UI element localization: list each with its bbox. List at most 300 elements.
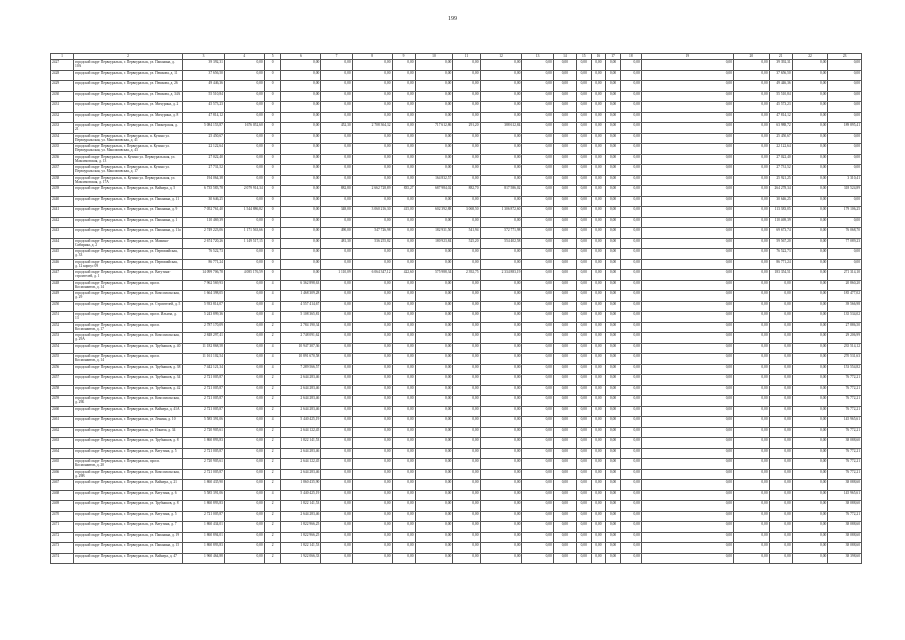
value-cell: 0,00 [281, 112, 321, 123]
value-cell: 4 [264, 417, 281, 428]
value-cell: 0,00 [734, 123, 770, 134]
value-cell: 0,00 [828, 165, 862, 176]
address-cell: городской округ Первоуральск, г. Первоуральск, ул. Вайнера, д. 21 [74, 480, 183, 491]
value-cell: 10 947 307,36 [281, 343, 321, 354]
value-cell: 0,00 [591, 490, 606, 501]
address-cell: городской округ Первоуральск, г. Первоуральск, ул. Комсомольская, д. 29Б [74, 396, 183, 407]
value-cell: 0,00 [321, 480, 352, 491]
value-cell: 0,00 [415, 112, 453, 123]
value-cell: 0,00 [620, 312, 641, 323]
value-cell: 0,00 [576, 291, 591, 302]
value-cell: 0,00 [734, 553, 770, 564]
value-cell: 0,00 [553, 91, 576, 102]
value-cell: 0,00 [734, 112, 770, 123]
value-cell: 0,00 [392, 469, 415, 480]
value-cell: 0,00 [392, 280, 415, 291]
value-cell: 0,00 [553, 154, 576, 165]
value-cell: 0,00 [553, 553, 576, 564]
value-cell: 0,00 [522, 459, 553, 470]
value-cell: 0,00 [453, 375, 480, 386]
table-row [51, 469, 862, 480]
value-cell: 0,00 [620, 238, 641, 249]
column-number: 23 [828, 54, 862, 60]
row-number: 2435 [51, 144, 74, 155]
value-cell: 0,00 [480, 459, 522, 470]
value-cell: 0,00 [734, 196, 770, 207]
value-cell: 0,00 [591, 207, 606, 218]
value-cell: 1 822 966,25 [281, 532, 321, 543]
value-cell: 2 [264, 522, 281, 533]
value-cell: 0,00 [576, 228, 591, 239]
value-cell: 3 060 216,30 [352, 207, 392, 218]
address-cell: городской округ Первоуральск, г. Первоуральск, ул. Папанина, д. 1 [74, 217, 183, 228]
row-number: 2428 [51, 70, 74, 81]
value-cell: 0,00 [224, 480, 264, 491]
value-cell: 0,00 [224, 343, 264, 354]
value-cell: 0,00 [352, 396, 392, 407]
value-cell: 0,00 [480, 133, 522, 144]
value-cell: 0,00 [224, 438, 264, 449]
value-cell: 0,00 [792, 60, 828, 71]
value-cell: 0,00 [606, 490, 621, 501]
value-cell: 0,00 [641, 70, 733, 81]
value-cell: 27 022,40 [183, 154, 225, 165]
value-cell: 0,00 [415, 438, 453, 449]
value-cell: 0 [264, 186, 281, 197]
value-cell: 0 [264, 270, 281, 281]
value-cell: 0,00 [224, 469, 264, 480]
value-cell: 0,00 [392, 81, 415, 92]
value-cell: 2 [264, 375, 281, 386]
value-cell: 0,00 [576, 123, 591, 134]
value-cell: 0,00 [591, 144, 606, 155]
value-cell: 2 721 005,87 [183, 406, 225, 417]
value-cell: 0,00 [392, 70, 415, 81]
value-cell: 0,00 [576, 354, 591, 365]
value-cell: 0,00 [606, 301, 621, 312]
value-cell: 0,00 [415, 133, 453, 144]
address-cell: городской округ Первоуральск, г. Первоуральск, ул. Пионерская, д. 21 [74, 123, 183, 134]
value-cell: 0,00 [576, 81, 591, 92]
value-cell: 0,00 [522, 217, 553, 228]
value-cell: 0,00 [553, 322, 576, 333]
value-cell: 5 585 391,06 [183, 417, 225, 428]
value-cell: 0 [264, 60, 281, 71]
value-cell: 0,00 [224, 91, 264, 102]
address-cell: городской округ Первоуральск, г. Первоуральск, ул. Комсомольская, д. 29В [74, 469, 183, 480]
value-cell: 0,00 [606, 280, 621, 291]
value-cell: 0 [264, 154, 281, 165]
value-cell: 0,00 [591, 238, 606, 249]
value-cell: 0,00 [620, 175, 641, 186]
value-cell: 0,00 [576, 175, 591, 186]
value-cell: 0,00 [591, 438, 606, 449]
value-cell: 0,00 [620, 396, 641, 407]
column-number: 11 [453, 54, 480, 60]
value-cell: 0,00 [480, 396, 522, 407]
address-cell: городской округ Первоуральск, г. Первоуральск, ул. Мичурина, д. 8 [74, 112, 183, 123]
value-cell: 0,00 [734, 480, 770, 491]
address-cell: городской округ Первоуральск, г. Первоуральск, ул. Вайнера, д. 5 [74, 186, 183, 197]
address-cell: городской округ Первоуральск, г. Первоуральск, п. Кузино ул. Первоуральская, ул. Максимовская, д. 43 [74, 144, 183, 155]
value-cell: 0,00 [453, 417, 480, 428]
value-cell: 0,00 [734, 322, 770, 333]
value-cell: 0,00 [641, 217, 733, 228]
value-cell: 0,00 [591, 522, 606, 533]
value-cell: 0,00 [522, 270, 553, 281]
value-cell: 0,00 [591, 270, 606, 281]
value-cell: 0,00 [620, 417, 641, 428]
value-cell: 0,00 [453, 81, 480, 92]
value-cell: 0,00 [591, 312, 606, 323]
value-cell: 0,00 [576, 490, 591, 501]
value-cell: 0,00 [415, 385, 453, 396]
value-cell: 76 772,21 [828, 469, 862, 480]
value-cell: 0,00 [641, 438, 733, 449]
value-cell: 536 255,82 [352, 238, 392, 249]
value-cell: 0,00 [591, 511, 606, 522]
value-cell: 0,00 [792, 501, 828, 512]
value-cell: 63 988,72 [769, 123, 792, 134]
value-cell: 0,00 [453, 91, 480, 102]
value-cell: 2 644 283,46 [281, 448, 321, 459]
value-cell: 0 [264, 144, 281, 155]
value-cell: 0,00 [576, 396, 591, 407]
value-cell: 0,00 [480, 217, 522, 228]
value-cell: 2 787 170,09 [183, 322, 225, 333]
value-cell: 1 822 141,53 [281, 438, 321, 449]
value-cell: 7 052 761,40 [183, 207, 225, 218]
value-cell: 0,00 [734, 186, 770, 197]
value-cell: 0,00 [606, 406, 621, 417]
value-cell: 0,00 [606, 448, 621, 459]
value-cell: 0,00 [620, 501, 641, 512]
column-number: 15 [576, 54, 591, 60]
value-cell: 0,00 [620, 322, 641, 333]
value-cell: 0,00 [734, 333, 770, 344]
value-cell: 0,00 [620, 144, 641, 155]
value-cell: 0,00 [734, 165, 770, 176]
value-cell: 38 398,60 [828, 553, 862, 564]
value-cell: 0,00 [553, 165, 576, 176]
value-cell: 0,00 [792, 322, 828, 333]
value-cell: 0,00 [224, 301, 264, 312]
value-cell: 0,00 [576, 301, 591, 312]
value-cell: 0,00 [392, 165, 415, 176]
value-cell: 0,00 [224, 333, 264, 344]
value-cell: 0,00 [641, 249, 733, 260]
column-number: 9 [392, 54, 415, 60]
value-cell: 0,00 [321, 301, 352, 312]
value-cell: 0,00 [321, 501, 352, 512]
value-cell: 0,00 [641, 448, 733, 459]
address-cell: городской округ Первоуральск, г. Первоуральск, ул. Строителей, д. 5 [74, 301, 183, 312]
value-cell: 0,00 [734, 459, 770, 470]
value-cell: 0,00 [281, 196, 321, 207]
value-cell: 0,00 [480, 322, 522, 333]
value-cell: 0,00 [453, 511, 480, 522]
value-cell: 0,00 [769, 354, 792, 365]
value-cell: 0,00 [352, 333, 392, 344]
address-cell: городской округ Первоуральск, г. Первоуральск, ул. Пешкова, д. 34А [74, 91, 183, 102]
value-cell: 5 243 899,36 [183, 312, 225, 323]
table-row [51, 228, 862, 239]
value-cell: 2 392,75 [453, 270, 480, 281]
value-cell: 0,00 [480, 81, 522, 92]
value-cell: 10 891 670,58 [281, 354, 321, 365]
value-cell: 0,00 [321, 175, 352, 186]
value-cell: 0,00 [792, 406, 828, 417]
value-cell: 0,00 [769, 291, 792, 302]
value-cell: 0,00 [321, 259, 352, 270]
value-cell: 110 469,39 [769, 217, 792, 228]
value-cell: 271 314,10 [828, 270, 862, 281]
value-cell: 0,00 [392, 406, 415, 417]
value-cell: 0,00 [828, 102, 862, 113]
value-cell: 0,00 [828, 249, 862, 260]
value-cell: 0,00 [453, 175, 480, 186]
value-cell: 0,00 [453, 165, 480, 176]
value-cell: 0,00 [606, 91, 621, 102]
value-cell: 0,00 [792, 154, 828, 165]
value-cell: 0,00 [641, 501, 733, 512]
value-cell: 2 721 005,87 [183, 375, 225, 386]
value-cell: 388 612,84 [480, 123, 522, 134]
value-cell: 0,00 [606, 144, 621, 155]
value-cell: 0,00 [522, 81, 553, 92]
value-cell: 0 [264, 238, 281, 249]
value-cell: 0,00 [522, 343, 553, 354]
value-cell: 0,00 [480, 175, 522, 186]
value-cell: 145 965,61 [828, 490, 862, 501]
value-cell: 0,00 [576, 469, 591, 480]
value-cell: 0,00 [453, 102, 480, 113]
value-cell: 0,00 [606, 112, 621, 123]
value-cell: 2 [264, 459, 281, 470]
table-row [51, 144, 862, 155]
value-cell: 0,00 [792, 249, 828, 260]
value-cell: 0,00 [321, 406, 352, 417]
table-row [51, 364, 862, 375]
value-cell: 0,00 [321, 144, 352, 155]
value-cell: 0,00 [591, 154, 606, 165]
value-cell: 0,00 [224, 70, 264, 81]
value-cell: 0,00 [352, 165, 392, 176]
table-row [51, 343, 862, 354]
value-cell: 0,00 [553, 501, 576, 512]
value-cell: 0,00 [522, 532, 553, 543]
value-cell: 0,00 [576, 553, 591, 564]
value-cell: 0,00 [641, 375, 733, 386]
value-cell: 0,00 [224, 532, 264, 543]
table-row [51, 207, 862, 218]
address-cell: городской округ Первоуральск, г. Первоуральск, ул. Первомайская, д. 12 корпус 09 [74, 259, 183, 270]
value-cell: 0,00 [734, 301, 770, 312]
value-cell: 0,00 [224, 165, 264, 176]
value-cell: 0,00 [553, 238, 576, 249]
value-cell: 0,00 [522, 186, 553, 197]
value-cell: 0,00 [321, 196, 352, 207]
value-cell: 0,00 [606, 238, 621, 249]
value-cell: 2 644 283,46 [281, 406, 321, 417]
value-cell: 0,00 [553, 417, 576, 428]
value-cell: 0,00 [591, 259, 606, 270]
value-cell: 1 468 309,28 [281, 291, 321, 302]
value-cell: 0,00 [591, 70, 606, 81]
row-number: 2474 [51, 553, 74, 564]
table-row [51, 480, 862, 491]
value-cell: 0,00 [553, 448, 576, 459]
table-row [51, 112, 862, 123]
value-cell: 0,00 [352, 480, 392, 491]
value-cell: 0,00 [792, 448, 828, 459]
value-cell: 0,00 [734, 522, 770, 533]
value-cell: 0,00 [224, 196, 264, 207]
value-cell: 3 310,41 [828, 175, 862, 186]
value-cell: 0,00 [641, 238, 733, 249]
column-number: 5 [264, 54, 281, 60]
value-cell: 0,00 [415, 102, 453, 113]
value-cell: 0,00 [606, 207, 621, 218]
value-cell: 0,00 [415, 291, 453, 302]
value-cell: 0,00 [352, 417, 392, 428]
value-cell: 0,00 [553, 133, 576, 144]
value-cell: 0,00 [281, 186, 321, 197]
value-cell: 0,00 [352, 448, 392, 459]
value-cell: 0,00 [576, 133, 591, 144]
value-cell: 0,00 [522, 469, 553, 480]
row-number: 2473 [51, 543, 74, 554]
value-cell: 0,00 [453, 249, 480, 260]
value-cell: 0,00 [480, 553, 522, 564]
value-cell: 0,00 [553, 354, 576, 365]
value-cell: 0,00 [352, 312, 392, 323]
row-number: 2437 [51, 165, 74, 176]
value-cell: 0,00 [553, 186, 576, 197]
value-cell: 0,00 [480, 70, 522, 81]
value-cell: 2 749 223,06 [183, 228, 225, 239]
value-cell: 0,00 [321, 469, 352, 480]
value-cell: 0,00 [606, 480, 621, 491]
page-number: 199 [448, 16, 457, 22]
value-cell: 0,00 [734, 91, 770, 102]
table-row [51, 217, 862, 228]
value-cell: 0,00 [522, 91, 553, 102]
row-number: 2466 [51, 469, 74, 480]
value-cell: 0,00 [392, 511, 415, 522]
value-cell: 0,00 [553, 343, 576, 354]
value-cell: 0,00 [522, 207, 553, 218]
table-row [51, 375, 862, 386]
value-cell: 0,00 [576, 522, 591, 533]
value-cell: 0,00 [321, 217, 352, 228]
value-cell: 0,00 [480, 511, 522, 522]
row-number: 2453 [51, 333, 74, 344]
value-cell: 0,00 [553, 270, 576, 281]
value-cell: 0,00 [606, 102, 621, 113]
value-cell: 0,00 [620, 81, 641, 92]
value-cell: 2 721 005,87 [183, 396, 225, 407]
register-table [50, 53, 862, 564]
row-number: 2449 [51, 291, 74, 302]
value-cell: 0,00 [321, 553, 352, 564]
value-cell: 0,00 [453, 385, 480, 396]
value-cell: 0,00 [734, 375, 770, 386]
value-cell: 0,00 [553, 249, 576, 260]
value-cell: 2 644 283,46 [281, 511, 321, 522]
value-cell: 0,00 [734, 280, 770, 291]
value-cell: 0,00 [352, 532, 392, 543]
value-cell: 0,00 [576, 70, 591, 81]
value-cell: 0,00 [620, 354, 641, 365]
value-cell: 0,00 [352, 81, 392, 92]
value-cell: 0,00 [392, 417, 415, 428]
value-cell: 22 122,64 [769, 144, 792, 155]
value-cell: 0,00 [792, 396, 828, 407]
value-cell: 0,00 [576, 196, 591, 207]
table-row [51, 102, 862, 113]
row-number: 2439 [51, 186, 74, 197]
value-cell: 0,00 [606, 427, 621, 438]
value-cell: 0,00 [769, 438, 792, 449]
value-cell: 0,00 [281, 217, 321, 228]
value-cell: 0,00 [734, 396, 770, 407]
value-cell: 0,00 [321, 165, 352, 176]
value-cell: 153 554,82 [828, 364, 862, 375]
value-cell: 0,00 [453, 312, 480, 323]
value-cell: 0,00 [591, 448, 606, 459]
value-cell: 0,00 [606, 312, 621, 323]
value-cell: 0,00 [591, 60, 606, 71]
value-cell: 0,00 [281, 91, 321, 102]
value-cell: 0,00 [591, 417, 606, 428]
value-cell: 0,00 [606, 133, 621, 144]
column-number: 21 [769, 54, 792, 60]
value-cell: 0,00 [453, 154, 480, 165]
table-row [51, 60, 862, 71]
address-cell: городской округ Первоуральск, г. Первоуральск, просп. Космонавтов, д. 14 [74, 280, 183, 291]
value-cell: 0,00 [620, 375, 641, 386]
table-row [51, 312, 862, 323]
value-cell: 0,00 [641, 175, 733, 186]
value-cell: 2 720 905,61 [183, 459, 225, 470]
table-row [51, 165, 862, 176]
value-cell: 0,00 [522, 196, 553, 207]
value-cell: 0,00 [553, 543, 576, 554]
value-cell: 0,00 [591, 217, 606, 228]
value-cell: 0,00 [620, 459, 641, 470]
value-cell: 0,00 [352, 249, 392, 260]
value-cell: 0,00 [734, 238, 770, 249]
value-cell: 0,00 [734, 154, 770, 165]
value-cell: 76 772,21 [828, 396, 862, 407]
value-cell: 0,00 [415, 301, 453, 312]
value-cell: 0,00 [415, 165, 453, 176]
value-cell: 2 721 005,87 [183, 511, 225, 522]
value-cell: 0,00 [606, 501, 621, 512]
value-cell: 0,00 [606, 364, 621, 375]
value-cell: 0,00 [453, 333, 480, 344]
value-cell: 0,00 [392, 543, 415, 554]
address-cell: городской округ Первоуральск, г. Первоуральск, ул. Трубников, д. 38 [74, 364, 183, 375]
address-cell: городской округ Первоуральск, п. Кузино ул. Первоуральская, ул. Максимовская, д. 13 [74, 154, 183, 165]
value-cell: 2 [264, 322, 281, 333]
value-cell: 0,00 [553, 385, 576, 396]
value-cell: 0,00 [352, 280, 392, 291]
value-cell: 0,00 [641, 270, 733, 281]
value-cell: 0,00 [591, 480, 606, 491]
value-cell: 0,00 [224, 175, 264, 186]
